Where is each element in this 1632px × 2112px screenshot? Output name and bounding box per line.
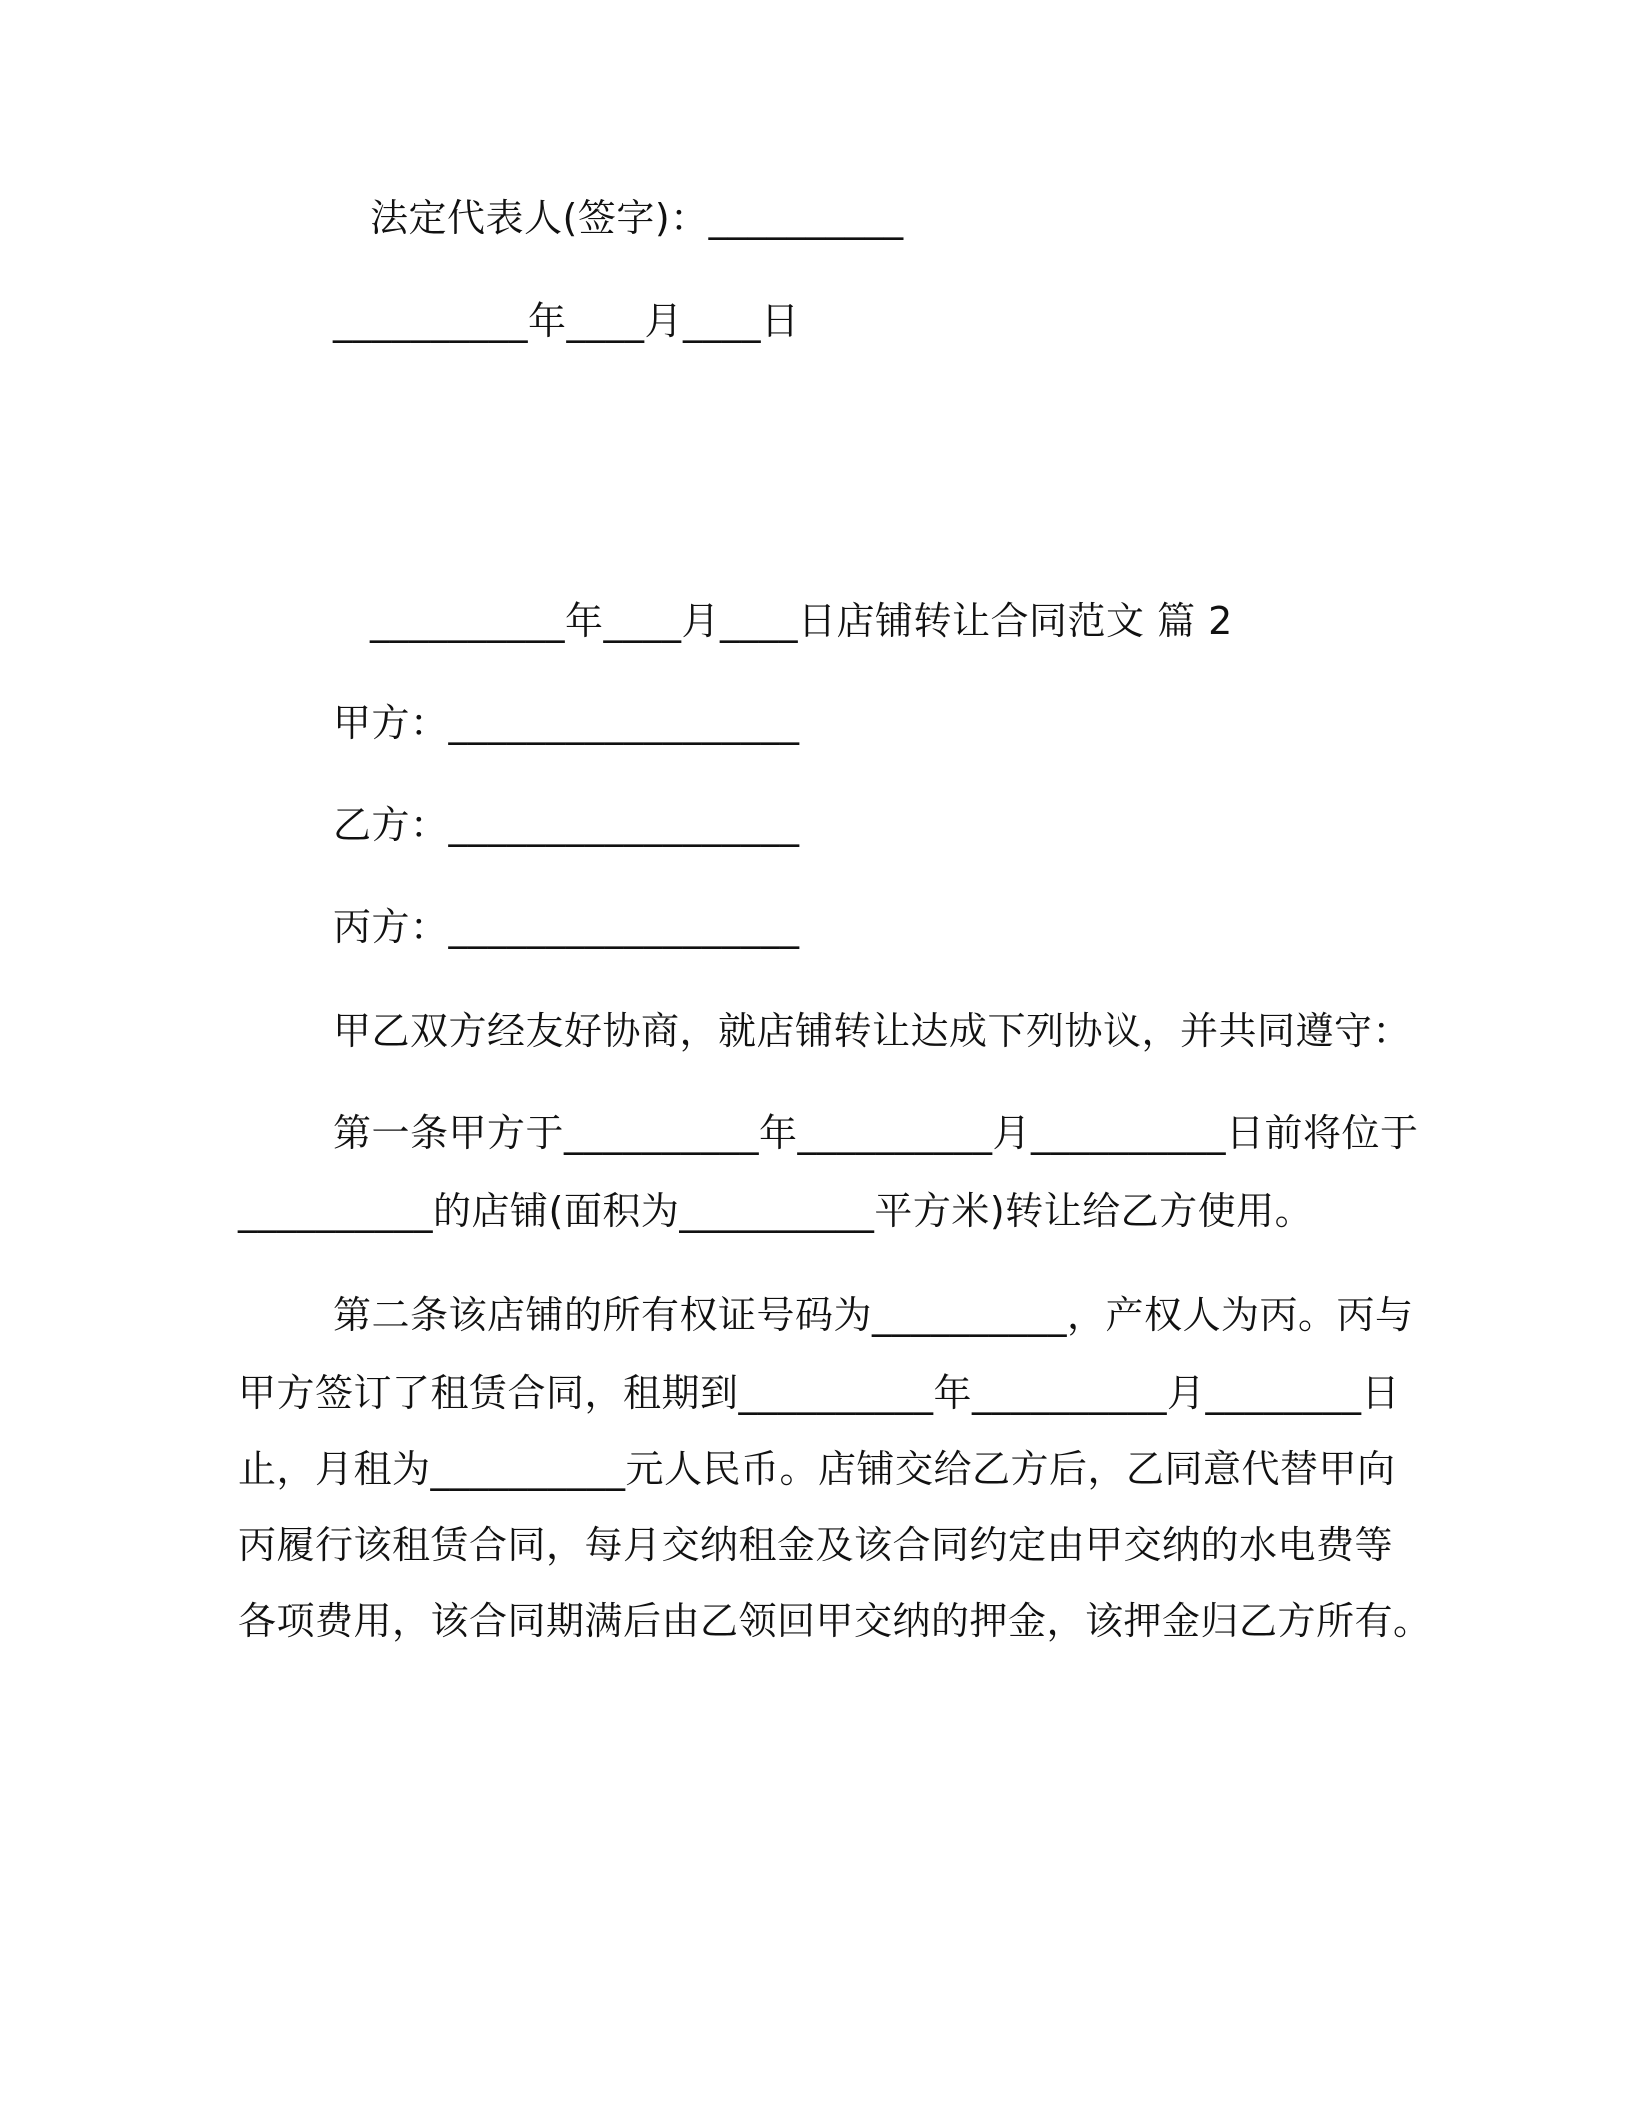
article-2-line-1: 第二条该店铺的所有权证号码为__________，产权人为丙。丙与 (333, 1293, 1414, 1337)
article-1-line-2: __________的店铺(面积为__________平方米)转让给乙方使用。 (238, 1189, 1314, 1233)
article-2-line-5: 各项费用，该合同期满后由乙领回甲交纳的押金，该押金归乙方所有。 (238, 1599, 1432, 1643)
section-title: __________年____月____日店铺转让合同范文 篇 2 (370, 599, 1233, 643)
party-c-line: 丙方：__________________ (333, 905, 800, 949)
article-2-line-2: 甲方签订了租赁合同，租期到__________年__________月________日 (238, 1371, 1401, 1415)
legal-representative-signature-line: 法定代表人(签字)：__________ (370, 196, 904, 240)
party-a-line: 甲方：__________________ (333, 701, 800, 745)
agreement-intro: 甲乙双方经友好协商，就店铺转让达成下列协议，并共同遵守： (333, 1009, 1412, 1053)
party-b-line: 乙方：__________________ (333, 803, 800, 847)
article-2-line-3: 止，月租为__________元人民币。店铺交给乙方后，乙同意代替甲向 (238, 1447, 1396, 1491)
signature-date-line: __________年____月____日 (333, 299, 800, 343)
article-2-line-4: 丙履行该租赁合同，每月交纳租金及该合同约定由甲交纳的水电费等 (238, 1523, 1394, 1567)
article-1-line-1: 第一条甲方于__________年__________月__________日前将位于 (333, 1111, 1419, 1155)
